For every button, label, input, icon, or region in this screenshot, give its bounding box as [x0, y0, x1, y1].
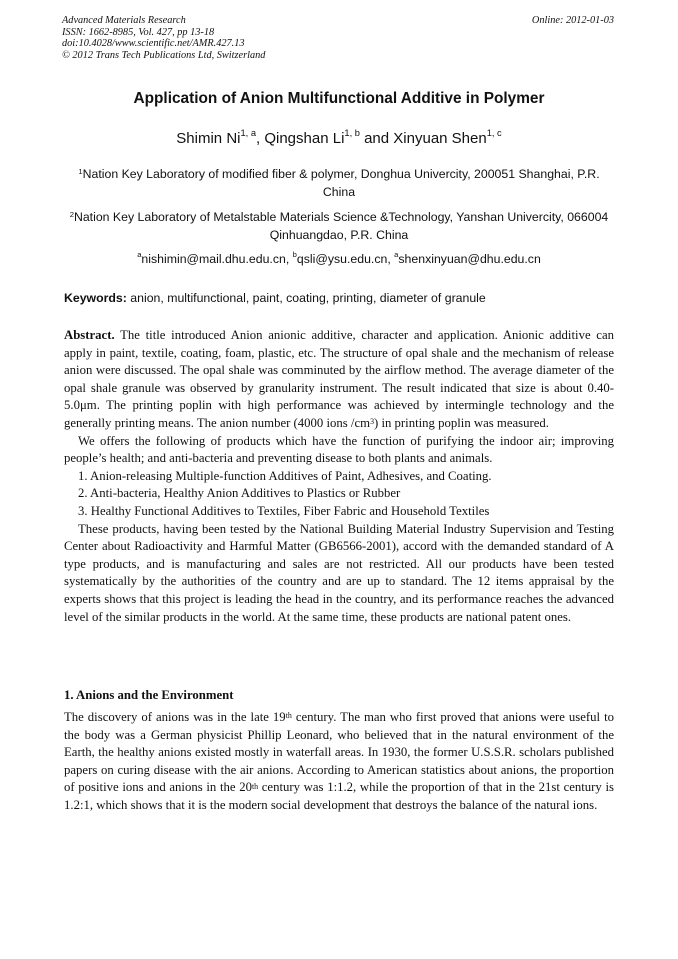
author-affil-sup: 1, c: [486, 128, 502, 139]
email-link[interactable]: qsli@ysu.edu.cn: [296, 252, 388, 266]
email-link[interactable]: nishimin@mail.dhu.edu.cn: [141, 252, 286, 266]
ordinal-sup: th: [251, 781, 259, 791]
product-item-2: 2. Anti-bacteria, Healthy Anion Additives to Plastics or Rubber: [78, 486, 401, 501]
section-text: The discovery of anions was in the late 19: [64, 710, 286, 724]
keywords-text: anion, multifunctional, paint, coating, printing, diameter of granule: [130, 291, 486, 305]
author-list: [0, 130, 678, 147]
section-text: century. The man who first proved that anions were useful to the body was a German physicist Phillip Leonard, who believed that in the natural environment of the Earth, the healthy anions existed mostly in waterfall areas. In 1930, the former U.S.S.R. scholars published papers on curing disease with the air anions. According to American statistics about anions, the proportion of positive ions and anions in the 20: [64, 710, 614, 795]
affiliation-text: Nation Key Laboratory of modified fiber & polymer, Donghua Univercity, 200051 Shanghai, P.R. China: [82, 167, 600, 199]
author-name: Qingshan Li: [264, 130, 345, 147]
abstract-text-end: ) in printing poplin was measured.: [374, 415, 549, 430]
body-paragraph: These products, having been tested by the National Building Material Industry Supervision and Testing Center about Radioactivity and Harmful Matter (GB6566-2001), accord with the demanded standard of A type products, and is manufacturing and sales are not restricted. All our products have been tested systematically by the authorities of the country and are up to standard. The 12 items appraisal by the experts shows that this project is leading the head in the country, and its performance reaches the advanced level of the similar products in the world. At the same time, these products are national patent ones.: [64, 521, 614, 624]
author-separator: and: [359, 130, 394, 147]
product-item-3: 3. Healthy Functional Additives to Textiles, Fiber Fabric and Household Textiles: [78, 503, 490, 518]
paper-title: Application of Anion Multifunctional Additive in Polymer: [133, 90, 545, 107]
online-date: Online: 2012-01-03: [531, 15, 614, 26]
affiliation-number: 2: [69, 210, 74, 220]
abstract-section: [64, 327, 614, 626]
affiliation-number: 1: [78, 167, 83, 177]
section-heading: 1. Anions and the Environment: [64, 688, 234, 702]
affiliation-1: [62, 165, 616, 201]
copyright-line: © 2012 Trans Tech Publications Ltd, Switzerland: [62, 49, 266, 61]
product-item-1: 1. Anion-releasing Multiple-function Additives of Paint, Adhesives, and Coating.: [78, 468, 492, 483]
email-separator: ,: [387, 252, 395, 266]
section-text: century was 1:1.2, while the proportion of that in the 21st century is 1.2:1, which shows that it is the modern social development that destroys the balance of the natural ions.: [64, 780, 614, 812]
ordinal-sup: th: [285, 711, 292, 721]
keywords: [64, 291, 616, 305]
section-body: [64, 709, 614, 815]
author-name: Shimin Ni: [176, 130, 241, 147]
affiliation-2: [62, 208, 616, 244]
doi-line[interactable]: doi:10.4028/www.scientific.net/AMR.427.13: [62, 38, 245, 50]
abstract-sup: 3: [370, 417, 375, 427]
email-link[interactable]: shenxinyuan@dhu.edu.cn: [398, 252, 541, 266]
affiliation-text: Nation Key Laboratory of Metalstable Materials Science &Technology, Yanshan Univercity, 066004 Qinhuangdao, P.R. China: [73, 210, 609, 242]
section-paragraph: [64, 709, 614, 815]
abstract-label: Abstract.: [64, 328, 115, 342]
email-separator: ,: [285, 252, 293, 266]
email-sup: a: [394, 250, 399, 260]
keywords-label: Keywords:: [64, 291, 127, 305]
email-sup: b: [292, 250, 297, 260]
abstract-text: The title introduced Anion anionic additive, character and application. Anionic additive can apply in paint, textile, coating, foam, plastic, etc. The structure of opal shale and the mechanism of release anion were discussed. The opal shale was comminuted by the airflow method. The average diameter of the opal shale granule was observed by granularity instrument. The result indicated that size is about 0.40-5.0μm. The printing poplin with high performance was achieved by intermingle technology and the generally printing means. The anion number (4000 ions /cm: [64, 328, 614, 430]
body-paragraph: We offers the following of products which have the function of purifying the indoor air; improving people’s health; and anti-bacteria and preventing disease to both plants and animals.: [64, 433, 614, 466]
author-separator: ,: [256, 130, 265, 147]
email-sup: a: [137, 250, 142, 260]
author-name: Xinyuan Shen: [393, 130, 487, 147]
author-affil-sup: 1, a: [240, 128, 256, 139]
email-list: [0, 252, 678, 266]
issn-line: ISSN: 1662-8985, Vol. 427, pp 13-18: [62, 26, 215, 38]
journal-header: [62, 15, 614, 61]
abstract-paragraph: [64, 327, 614, 433]
author-affil-sup: 1, b: [344, 128, 360, 139]
journal-name: Advanced Materials Research: [62, 15, 186, 26]
